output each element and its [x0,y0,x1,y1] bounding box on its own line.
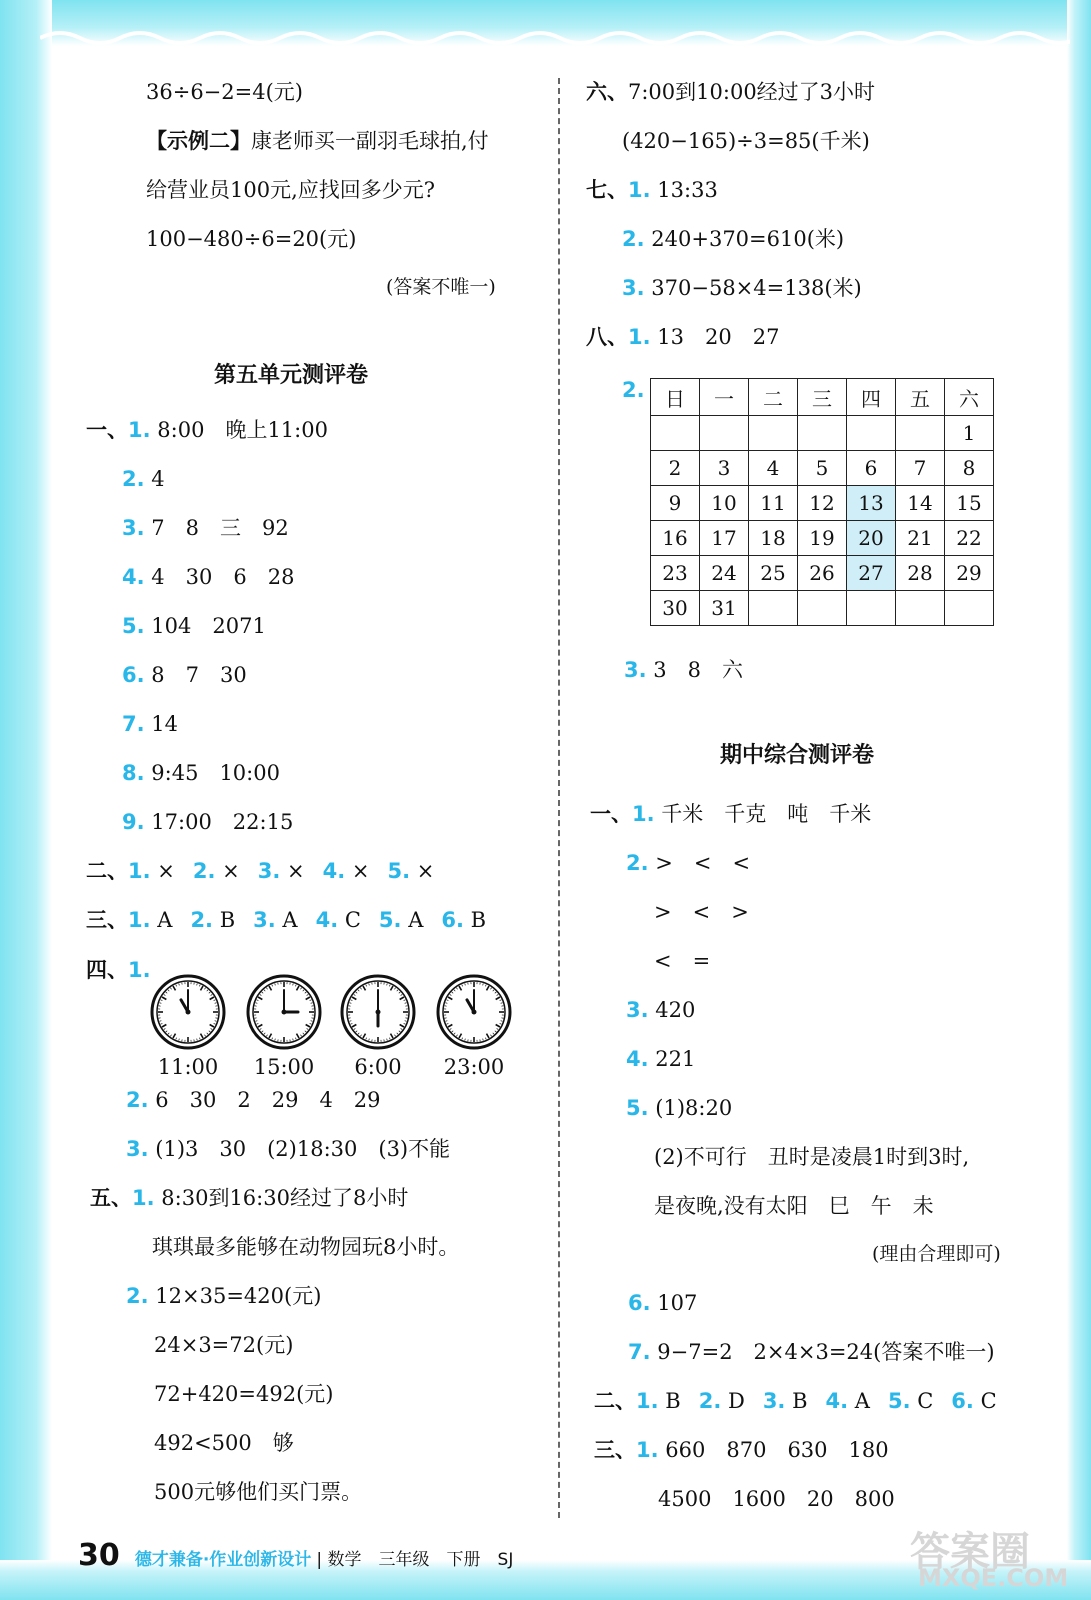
item-8-2 [622,376,645,404]
item-answer: 3 8 六 [653,658,744,682]
calendar-day-cell: 14 [896,486,945,521]
calendar-day-cell: 9 [651,486,700,521]
item-answer: 6 30 2 29 4 29 [155,1088,381,1112]
clock-time-label: 11:00 [157,1055,219,1079]
calendar-header-cell: 五 [896,379,945,416]
midterm-title: 期中综合测评卷 [720,743,875,768]
calendar-day-cell: 19 [798,521,847,556]
item-answer: 9:45 10:00 [151,761,280,785]
watermark [910,1520,1069,1592]
calendar-day-cell [798,591,847,626]
inline-item [763,1389,808,1413]
item-1-6 [122,661,247,689]
item-number: 2. [192,859,216,883]
answer-line: 492<500 够 [154,1431,294,1455]
section-label: 二、 [86,859,128,883]
calendar-day-cell: 27 [847,556,896,591]
item-number: 7. [122,712,145,736]
calendar-day-cell [798,416,847,451]
mid-section-2 [594,1387,1015,1415]
calendar-day-cell [945,591,994,626]
calendar-day-cell: 21 [896,521,945,556]
mid-item-1-6 [628,1289,697,1317]
calendar-day-cell: 25 [749,556,798,591]
item-number: 2. [622,378,645,402]
mid-item-1-4 [626,1045,695,1073]
item-answer: 4 [151,467,165,491]
item-number: 6. [441,908,464,932]
item-answer: C [338,908,361,932]
item-number: 2. [122,467,145,491]
brand-name: 德才兼备·作业创新设计 [134,1550,312,1570]
section-8 [586,323,779,351]
item-number: 1. [628,178,651,202]
item-1-7 [122,710,178,738]
calendar-day-cell [651,416,700,451]
item-number: 3. [126,1137,149,1161]
item-number: 1. [128,908,151,932]
inline-item [253,908,297,932]
calendar-day-cell: 23 [651,556,700,591]
item-answer: A [401,908,424,932]
item-number: 1. [636,1438,659,1462]
item-answer: 13 20 27 [657,325,780,349]
item-answer: 7 8 三 92 [151,516,289,540]
item-number: 5. [626,1096,649,1120]
mid-item-1-5 [626,1094,732,1122]
item-number: 3. [253,908,276,932]
item-4-3 [126,1135,450,1163]
calendar-day-cell: 10 [700,486,749,521]
inline-item [128,908,172,932]
inline-item [441,908,486,932]
item-answer: × [150,859,175,883]
item-answer: B [463,908,487,932]
item-answer: 104 2071 [151,614,266,638]
item-number: 2. [626,851,649,875]
item-number: 1. [128,859,151,883]
calendar-day-cell: 22 [945,521,994,556]
item-answer: 14 [151,712,179,736]
item-answer: B [785,1389,808,1413]
answer-line: 100−480÷6=20(元) [146,227,357,251]
item-answer: 7:00到10:00经过了3小时 [628,80,876,104]
item-answer: × [410,859,435,883]
item-number: 3. [122,516,145,540]
calendar-header-cell: 四 [847,379,896,416]
item-number: 1. [628,325,651,349]
section-3 [86,906,504,934]
calendar-day-cell: 18 [749,521,798,556]
item-number: 1. [132,1186,155,1210]
calendar-day-cell: 30 [651,591,700,626]
section-label: 五、 [90,1186,132,1210]
item-answer: 8 7 30 [151,663,247,687]
calendar-day-cell: 3 [700,451,749,486]
section-label: 四、 [86,958,128,982]
page-frame-left [0,0,52,1600]
item-number: 2. [622,227,645,251]
inline-item [128,859,175,883]
clock-icon [246,974,322,1050]
item-number: 6. [951,1389,974,1413]
item-number: 3. [622,276,645,300]
inline-item [190,908,235,932]
inline-item [379,908,423,932]
calendar-day-cell: 15 [945,486,994,521]
item-answer: 4 30 6 28 [151,565,295,589]
calendar-header-cell: 二 [749,379,798,416]
calendar-header-cell: 三 [798,379,847,416]
item-answer: 660 870 630 180 [665,1438,889,1462]
item-number: 4. [825,1389,849,1413]
calendar-day-cell: 31 [700,591,749,626]
item-answer: × [280,859,305,883]
mid-item-1-2 [626,849,750,877]
item-answer: 420 [655,998,696,1022]
section-label: 二、 [594,1389,636,1413]
item-answer: 8:00 晚上11:00 [157,418,328,442]
calendar-day-cell [847,591,896,626]
section-5 [90,1184,408,1212]
item-answer: 9−7=2 2×4×3=24(答案不唯一) [657,1340,995,1364]
item-number: 5. [887,1389,911,1413]
calendar-day-cell [896,416,945,451]
item-number: 3. [762,1389,786,1413]
calendar-day-cell: 11 [749,486,798,521]
item-answer: A [150,908,173,932]
section-label: 一、 [86,418,128,442]
clock-time-label: 6:00 [354,1055,402,1079]
answer-line: (2)不可行 丑时是凌晨1时到3时, [654,1145,970,1169]
note-reasonable: (理由合理即可) [872,1243,1001,1265]
item-number: 9. [122,810,145,834]
item-number: 4. [315,908,339,932]
section-label: 八、 [586,325,628,349]
item-answer: D [721,1389,745,1413]
item-1-9 [122,808,293,836]
item-1-4 [122,563,294,591]
calendar-day-cell: 17 [700,521,749,556]
example-text: 康老师买一副羽毛球拍,付 [251,129,489,153]
answer-line: < = [654,949,711,973]
clock-time-label: 23:00 [443,1055,505,1079]
calendar-day-cell: 24 [700,556,749,591]
column-divider [558,78,560,1518]
item-1-5 [122,612,266,640]
section-label: 七、 [586,178,628,202]
inline-item [388,859,435,883]
page-footer [78,1538,513,1573]
item-answer: 107 [657,1291,698,1315]
item-number: 5. [387,859,411,883]
item-answer: 千米 千克 吨 千米 [661,802,872,826]
item-answer: 17:00 22:15 [151,810,294,834]
item-number: 2. [698,1389,722,1413]
mid-section-2-items [636,1389,1015,1413]
section-label: 三、 [594,1438,636,1462]
item-number: 2. [126,1284,149,1308]
answer-line: 72+420=492(元) [154,1382,334,1406]
book-info: | 数学 三年级 下册 SJ [316,1550,514,1570]
inline-item [826,1389,870,1413]
watermark-url: MXQE.COM [918,1564,1069,1592]
watermark-text: 答案圈 [910,1529,1030,1575]
item-answer: (1)3 30 (2)18:30 (3)不能 [155,1137,451,1161]
clock-time-label: 15:00 [253,1055,315,1079]
item-answer: 12×35=420(元) [155,1284,322,1308]
section-4 [86,956,151,984]
item-answer: > < < [655,851,751,875]
clock-icon [436,974,512,1050]
calendar-day-cell: 26 [798,556,847,591]
answer-line: 琪琪最多能够在动物园玩8小时。 [152,1235,460,1259]
clock-icon [340,974,416,1050]
calendar-day-cell: 8 [945,451,994,486]
section-1 [86,416,328,444]
calendar-header-cell: 六 [945,379,994,416]
inline-item [699,1389,745,1413]
item-answer: A [275,908,298,932]
calendar-day-cell: 7 [896,451,945,486]
item-answer: 221 [655,1047,696,1071]
inline-item [316,908,361,932]
item-7-3 [622,274,862,302]
item-5-2 [126,1282,321,1310]
item-answer: 240+370=610(米) [651,227,845,251]
section-2-items [128,859,452,883]
answer-line: (420−165)÷3=85(千米) [622,129,870,153]
item-answer: C [973,1389,997,1413]
note-not-unique: (答案不唯一) [386,276,496,298]
item-number: 2. [126,1088,149,1112]
example-two [146,127,489,155]
item-1-3 [122,514,289,542]
calendar-day-cell [847,416,896,451]
item-number: 4. [626,1047,649,1071]
mid-item-1-7 [628,1338,995,1366]
clock-icon [150,974,226,1050]
item-number: 1. [128,418,151,442]
calendar-day-cell [700,416,749,451]
answer-line: 4500 1600 20 800 [658,1487,895,1511]
calendar-day-cell: 12 [798,486,847,521]
answer-line: 36÷6−2=4(元) [146,80,303,104]
item-answer: × [345,859,370,883]
item-number: 4. [322,859,346,883]
calendar-day-cell [896,591,945,626]
mid-item-1-3 [626,996,695,1024]
calendar-day-cell: 20 [847,521,896,556]
inline-item [323,859,370,883]
calendar-day-cell: 28 [896,556,945,591]
item-answer: A [848,1389,870,1413]
calendar-day-cell: 13 [847,486,896,521]
section-2 [86,857,452,885]
item-number: 2. [190,908,214,932]
inline-item [258,859,305,883]
page-frame-right [1067,0,1091,1600]
item-number: 4. [122,565,145,589]
item-answer: (1)8:20 [655,1096,733,1120]
section-label: 六、 [586,80,628,104]
item-number: 8. [122,761,145,785]
item-1-8 [122,759,280,787]
unit5-title: 第五单元测评卷 [214,363,369,388]
answer-line: 500元够他们买门票。 [154,1480,363,1504]
item-number: 3. [624,658,647,682]
calendar-day-cell: 5 [798,451,847,486]
example-text-2: 给营业员100元,应找回多少元? [146,178,436,202]
item-number: 5. [122,614,145,638]
calendar-day-cell: 2 [651,451,700,486]
item-answer: B [213,908,236,932]
item-answer: × [215,859,240,883]
inline-item [888,1389,933,1413]
answer-line: 是夜晚,没有太阳 巳 午 未 [654,1194,934,1218]
item-number: 6. [122,663,145,687]
section-3-items [128,908,504,932]
section-6 [586,78,875,106]
item-number: 1. [632,802,655,826]
inline-item [193,859,240,883]
item-8-3 [624,656,743,684]
item-number: 1. [636,1389,659,1413]
item-answer: C [910,1389,934,1413]
section-label: 三、 [86,908,128,932]
item-number: 3. [257,859,281,883]
calendar-day-cell: 4 [749,451,798,486]
calendar-table [650,378,994,626]
item-answer: 13:33 [657,178,718,202]
section-7 [586,176,718,204]
calendar-day-cell: 6 [847,451,896,486]
item-answer: B [658,1389,681,1413]
calendar-header-cell: 日 [651,379,700,416]
item-7-2 [622,225,844,253]
item-number: 5. [378,908,402,932]
calendar-day-cell: 29 [945,556,994,591]
item-number: 6. [628,1291,651,1315]
section-label: 一、 [590,802,632,826]
answer-line: > < > [654,900,749,924]
calendar-day-cell: 1 [945,416,994,451]
item-number: 1. [128,958,151,982]
item-number: 7. [628,1340,651,1364]
mid-section-3 [594,1436,889,1464]
answer-line: 24×3=72(元) [154,1333,294,1357]
item-answer: 370−58×4=138(米) [651,276,862,300]
item-number: 3. [626,998,649,1022]
inline-item [636,1389,681,1413]
inline-item [951,1389,996,1413]
mid-section-1 [590,800,871,828]
calendar-day-cell [749,591,798,626]
item-1-2 [122,465,165,493]
calendar-day-cell [749,416,798,451]
item-4-2 [126,1086,381,1114]
calendar-header-cell: 一 [700,379,749,416]
calendar-day-cell: 16 [651,521,700,556]
item-answer: 8:30到16:30经过了8小时 [161,1186,409,1210]
example-tag: 【示例二】 [146,128,251,153]
decorative-wave [40,28,1070,48]
page-number: 30 [78,1538,120,1573]
